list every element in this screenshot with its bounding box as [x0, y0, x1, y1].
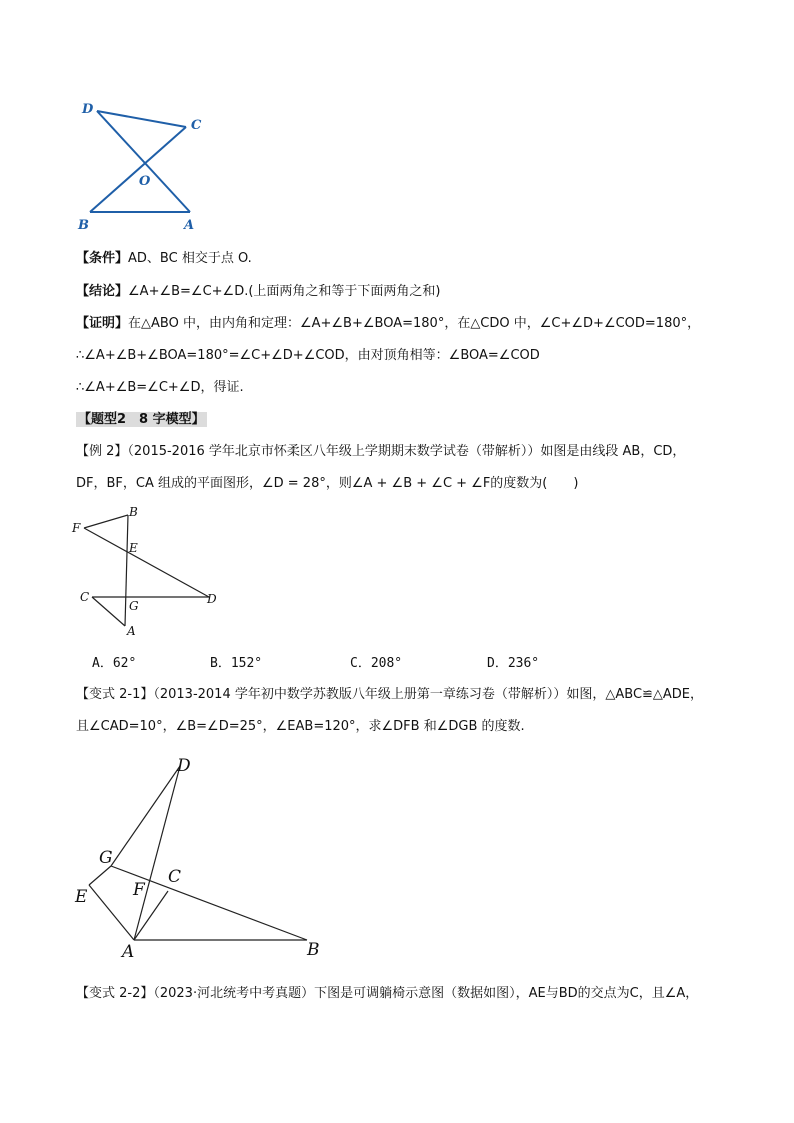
segment-FB — [84, 515, 128, 528]
segment-DA — [134, 766, 180, 940]
label-G: G — [99, 848, 113, 868]
segment-EA — [89, 885, 134, 940]
label-C: C — [168, 867, 182, 887]
example2-line-2: DF，BF，CA 组成的平面图形，∠D = 28°，则∠A + ∠B + ∠C + ∠F的度数为( ) — [76, 476, 579, 491]
label-D: D — [207, 592, 217, 606]
label-F: F — [133, 880, 145, 900]
proof-tag: 【证明】 — [76, 316, 129, 331]
label-G: G — [129, 599, 139, 613]
conclusion-tag: 【结论】 — [76, 284, 129, 299]
variant22-line-1: 【变式 2-2】（2023·河北统考中考真题）下图是可调躺椅示意图（数据如图），AE与BD的交点为C，且∠A， — [76, 986, 699, 1001]
segment-GB — [111, 866, 307, 940]
conclusion-body: ∠A+∠B=∠C+∠D.(上面两角之和等于下面两角之和) — [128, 284, 441, 299]
label-O: O — [139, 174, 151, 189]
proof-line-2: ∴∠A+∠B+∠BOA=180°=∠C+∠D+∠COD，由对顶角相等：∠BOA=∠COD — [76, 348, 540, 363]
proof-body-1: 在△ABO 中，由内角和定理：∠A+∠B+∠BOA=180°，在△CDO 中，∠C+∠D+∠COD=180°， — [128, 316, 701, 331]
label-A: A — [122, 942, 135, 962]
label-E: E — [75, 887, 88, 907]
conclusion-line — [76, 283, 441, 301]
label-B: B — [129, 505, 138, 519]
label-D: D — [177, 756, 191, 776]
variant21-line-2: 且∠CAD=10°，∠B=∠D=25°，∠EAB=120°，求∠DFB 和∠DGB 的度数. — [76, 719, 525, 734]
segment-CA — [92, 597, 125, 626]
option-a[interactable]: A．62° — [92, 656, 137, 671]
condition-body: AD、BC 相交于点 O. — [128, 251, 252, 266]
option-b[interactable]: B．152° — [210, 656, 263, 671]
label-A: A — [184, 218, 195, 233]
label-C: C — [80, 590, 90, 604]
proof-line-1 — [76, 315, 700, 333]
proof-line-3: ∴∠A+∠B=∠C+∠D，得证. — [76, 380, 244, 395]
segment-GD — [111, 766, 180, 866]
heading-text: 【题型2 8 字模型】 — [78, 412, 205, 427]
label-C: C — [191, 118, 202, 133]
segment-BA — [125, 515, 128, 626]
segment-CB — [90, 127, 186, 212]
label-B: B — [307, 940, 320, 960]
label-E: E — [129, 541, 138, 555]
option-c[interactable]: C．208° — [350, 656, 403, 671]
option-d[interactable]: D．236° — [487, 656, 540, 671]
figure-congruent-triangles — [66, 752, 336, 962]
label-A: A — [127, 624, 136, 638]
condition-line — [76, 250, 252, 268]
variant21-line-1: 【变式 2-1】（2013-2014 学年初中数学苏教版八年级上册第一章练习卷（带解析））如图，△ABC≌△ADE， — [76, 687, 704, 702]
figure-bowtie — [70, 95, 220, 240]
example2-line-1: 【例 2】（2015-2016 学年北京市怀柔区八年级上学期期末数学试卷（带解析））如图是由线段 AB，CD， — [76, 444, 686, 459]
label-F: F — [72, 521, 81, 535]
figure-eight-model — [66, 502, 236, 642]
segment-EG — [89, 866, 111, 885]
condition-tag: 【条件】 — [76, 251, 129, 266]
section-heading — [76, 411, 207, 429]
segment-FD — [84, 528, 209, 597]
label-B: B — [78, 218, 89, 233]
label-D: D — [82, 102, 94, 117]
